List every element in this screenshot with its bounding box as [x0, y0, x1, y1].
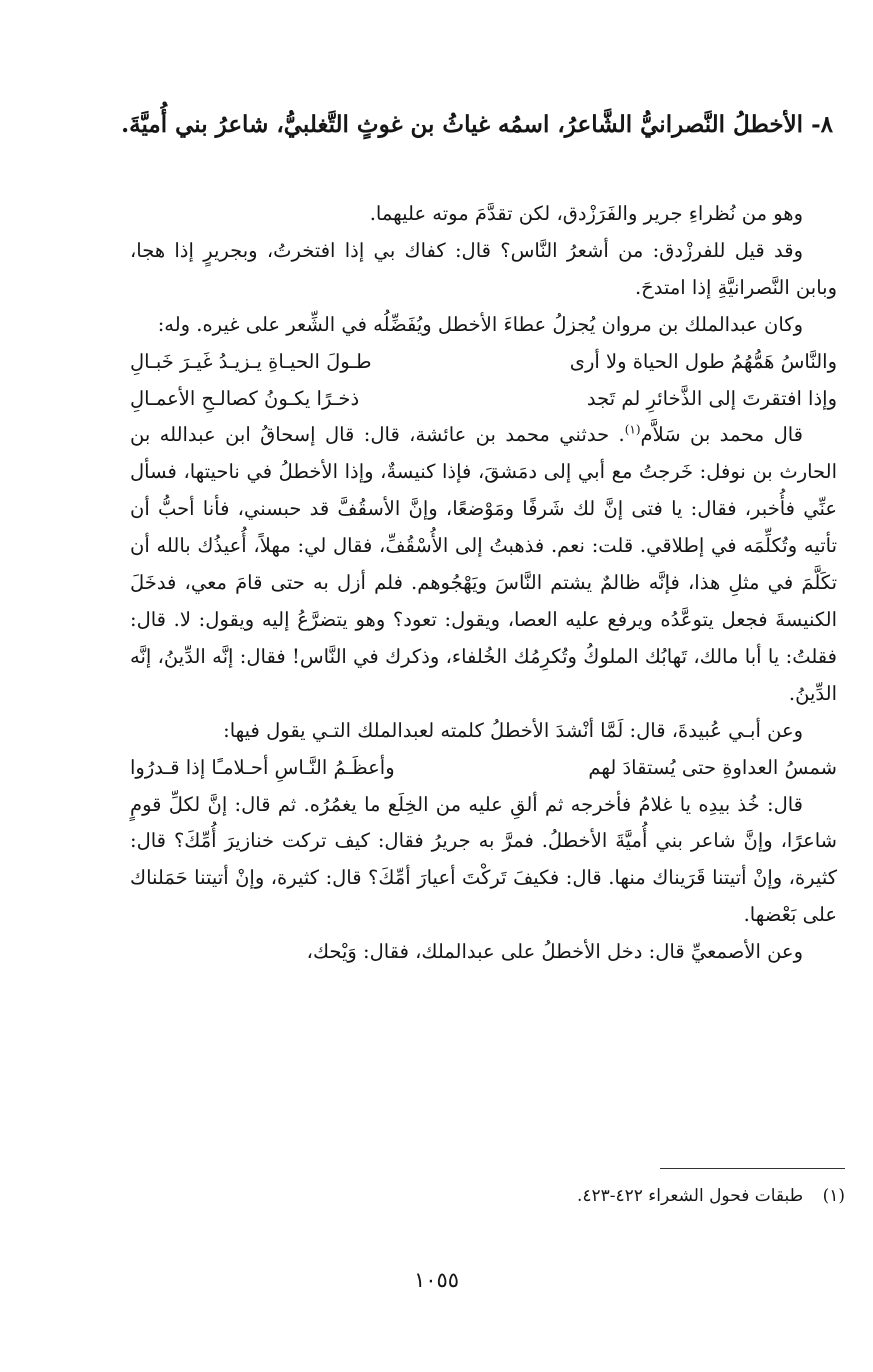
footnote-number: (١)	[822, 1186, 845, 1206]
entry-heading: ٨- الأخطلُ النَّصرانيُّ الشَّاعرُ، اسمُه غياثُ بن غوثٍ التَّغلبيُّ، شاعرُ بني أُميَّةَ.	[121, 111, 833, 138]
paragraph-farazdaq-quote: وقد قيل للفرزْدق: من أشعرُ النَّاس؟ قال: كفاك بي إذا افتخرتُ، وبجريرٍ إذا هجا، وبابن النَّصرانيَّةِ إذا امتدحَ.	[130, 238, 837, 299]
footnote-divider	[660, 1168, 845, 1169]
paragraph-asmai: وعن الأصمعيِّ قال: دخل الأخطلُ على عبدالملك، فقال: وَيْحك،	[306, 940, 803, 964]
narration-text: . حدثني محمد بن عائشة، قال: قال إسحاقُ ابن عبدالله بن الحارث بن نوفل: خَرجتُ مع أبي إلى دمَشقَ، فإذا كنيسةٌ، وإذا الأخطلُ في ناحيتها، فسأل عنِّي فأُخبر، فقال: يا فتى إنَّ لك شَرفًا ومَوْضعًا، وإنَّ الأسقُفَّ قد حبسني، فأنا أحبُّ أن تأتيه وتُكلِّمَه في إطلاقي. قلت: نعم. فذهبتُ إلى الأُسْقُفِّ، فقال لي: مهلاً، أُعيذُك بالله أن تكَلَّمَ في مثلِ هذا، فإنَّه ظالمٌ يشتم النَّاسَ ويَهْجُوهم. فلم أزل به حتى قامَ معي، فدخَلَ الكنيسةَ فجعل يتوعَّدُه ويرفع عليه العصا، ويقول: تعود؟ وهو يتضرَّعُ إليه ويقول: لا. قال: فقلتُ: يا أبا مالك، تَهابُك الملوكُ وتُكرِمُك الخُلفاء، وذكرك في النَّاس! فقال: إنَّه الدِّينُ، إنَّه الدِّينُ.	[130, 423, 837, 705]
footnote	[577, 1186, 845, 1206]
paragraph-abdulmalik: وكان عبدالملك بن مروان يُجزلُ عطاءَ الأخطل ويُفَضِّلُه في الشِّعر على غيره. وله:	[157, 312, 803, 336]
page-number: ١٠٥٥	[413, 1268, 460, 1292]
footnote-reference: (١)	[624, 422, 641, 437]
verse-line	[130, 750, 837, 787]
verse-line	[130, 344, 837, 381]
verse-second-hemistich: طـولَ الحيـاةِ يـزيـدُ غَيـرَ خَبـالِ	[130, 349, 372, 373]
verse-first-hemistich: والنَّاسُ هَمُّهُمُ طول الحياة ولا أرى	[569, 349, 837, 373]
paragraph-abu-ubayda: وعن أبـي عُبيدةَ، قال: لَمَّا أنْشدَ الأخطلُ كلمته لعبدالملك التـي يقول فيها:	[223, 718, 803, 742]
verse-first-hemistich: وإذا افتقرتَ إلى الذَّخائرِ لم تَجد	[586, 386, 837, 410]
verse-first-hemistich: شمسُ العداوةِ حتى يُستقادَ لهم	[588, 755, 837, 779]
verse-second-hemistich: وأعظَـمُ النَّـاسِ أحـلامـًا إذا قـدرُوا	[130, 755, 395, 779]
main-text	[130, 196, 837, 971]
paragraph-jarir-exchange: قال: خُذ بيدِه يا غلامُ فأخرجه ثم ألقِ عليه من الخِلَع ما يغمُرُه. ثم قال: إنَّ لكلِّ قومٍ شاعرًا، وإنَّ شاعر بني أُميَّةَ الأخطلُ. فمرَّ به جريرُ فقال: كيف تركت خنازيرَ أُمِّكَ؟ قال: كثيرة، وإنْ أتيتنا قَرَيناك منها. قال: فكيفَ تَركْتَ أعيارَ أمِّكَ؟ قال: كثيرة، وإنْ أتيتنا حَمَلناك على بَعْضها.	[130, 792, 837, 927]
narrator-name: قال محمد بن سَلاَّم	[640, 423, 803, 447]
verse-line	[130, 381, 837, 418]
verse-second-hemistich: ذخـرًا يكـونُ كصالـحِ الأعمـالِ	[130, 386, 360, 410]
paragraph-peers: وهو من نُظراءِ جرير والفَرَزْدق، لكن تقدَّمَ موته عليهما.	[369, 202, 803, 225]
footnote-text: طبقات فحول الشعراء ٤٢٢-٤٢٣.	[576, 1186, 804, 1206]
paragraph-narration	[130, 417, 837, 712]
